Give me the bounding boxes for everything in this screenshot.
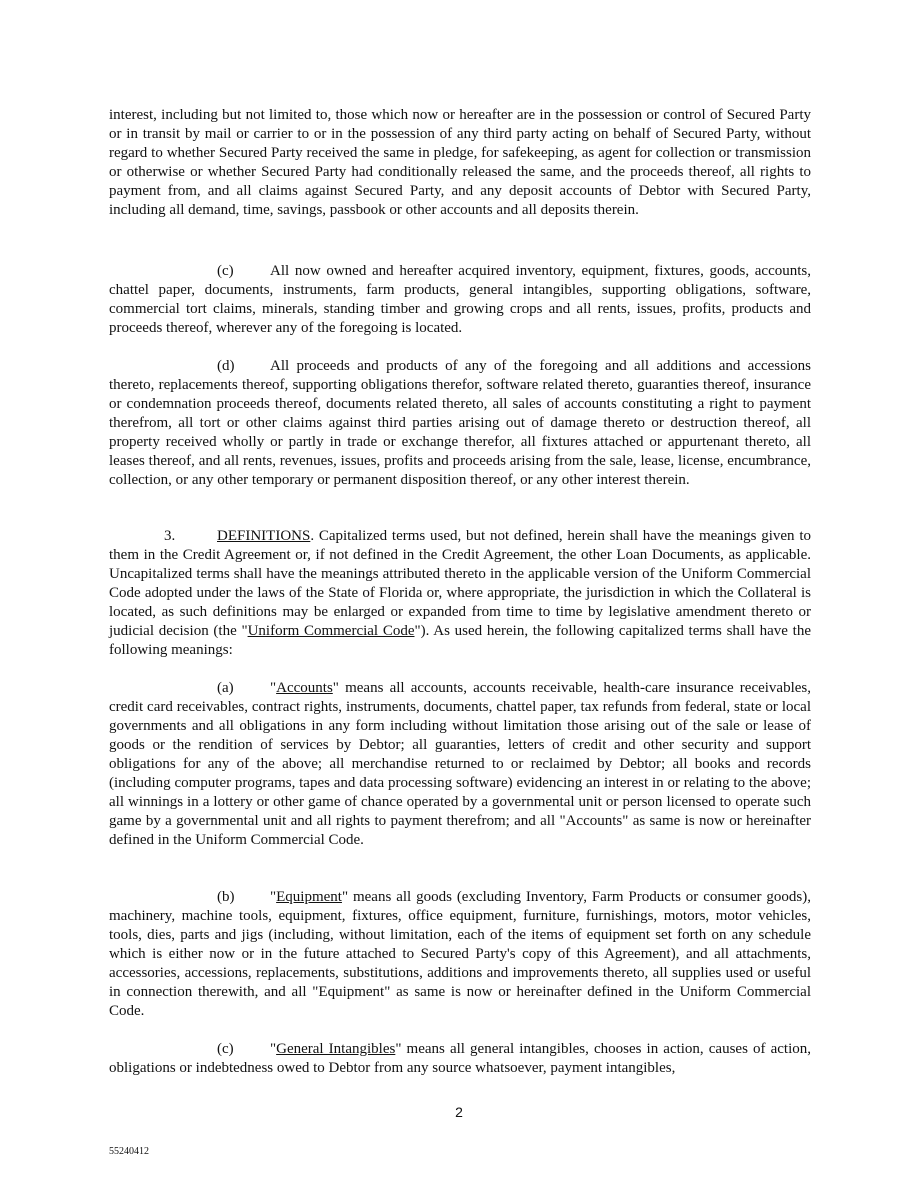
clause-label: (c) [217, 263, 234, 279]
paragraph-text: " means all accounts, accounts receivable, health-care insurance receivables, credit card receivables, contract rights, instruments, documents, chattel paper, tax refunds from federal, state or local governments and all obligations in any form including without limitation those arising out of the sale or lease of goods or the rendition of services by Debtor; all guaranties, letters of credit and other security and support obligations for any of the above; all merchandise returned to or reclaimed by Debtor; all books and records (including computer programs, tapes and data processing software) evidencing an interest in or relating to the above; all winnings in a lottery or other game of chance operated by a governmental unit or person licensed to operate such game by a governmental unit and all rights to payment therefrom; and all "Accounts" as same is now or hereinafter defined in the Uniform Commercial Code. [109, 680, 811, 848]
paragraph-collateral-c [109, 262, 811, 338]
document-id: 55240412 [109, 1146, 149, 1157]
paragraph-interest-continuation [109, 106, 811, 220]
definition-equipment: (b) "Equipment" means all goods (excluding Inventory, Farm Products or consumer goods), machinery, machine tools, equipment, fixtures, office equipment, furniture, furnishings, motors, motor vehicles, tools, dies, parts and jigs (including, without limitation, each of the items of equipment set forth on any schedule which is either now or in the future attached to Secured Party's copy of this Agreement), and all attachments, accessories, accessions, replacements, substitutions, additions and improvements thereto, all supplies used or useful in connection therewith, and all "Equipment" as same is now or hereinafter defined in the Uniform Commercial Code. [109, 889, 811, 1019]
section-3-definitions [109, 527, 811, 660]
defined-term: General Intangibles [276, 1041, 396, 1057]
definition-accounts: (a) "Accounts" means all accounts, accounts receivable, health-care insurance receivables, credit card receivables, contract rights, instruments, documents, chattel paper, tax refunds from federal, state or local governments and all obligations in any form including without limitation those arising out of the sale or lease of goods or the rendition of services by Debtor; all guaranties, letters of credit and other security and support obligations for any of the above; all merchandise returned to or reclaimed by Debtor; all books and records (including computer programs, tapes and data processing software) evidencing an interest in or relating to the above; all winnings in a lottery or other game of chance operated by a governmental unit or person licensed to operate such game by a governmental unit and all rights to payment therefrom; and all "Accounts" as same is now or hereinafter defined in the Uniform Commercial Code. [109, 680, 811, 848]
clause-label: (d) [217, 358, 235, 374]
clause-label: (c) [217, 1041, 234, 1057]
page-number: 2 [455, 1104, 463, 1120]
clause-label: (b) [217, 889, 235, 905]
paragraph-text: " means all general intangibles, chooses in action, causes of action, obligations or indebtedness owed to Debtor from any source whatsoever, payment intangibles, [109, 1041, 811, 1076]
paragraph-text: All now owned and hereafter acquired inventory, equipment, fixtures, goods, accounts, chattel paper, documents, instruments, farm products, general intangibles, supporting obligations, software, commercial tort claims, minerals, standing timber and growing crops and all rents, issues, profits, products and proceeds thereof, wherever any of the foregoing is located. [109, 263, 811, 336]
paragraph-text: interest, including but not limited to, those which now or hereafter are in the possession or control of Secured Party or in transit by mail or carrier to or in the possession of any third party acting on behalf of Secured Party, without regard to whether Secured Party received the same in pledge, for safekeeping, as agent for collection or transmission or otherwise or whether Secured Party had conditionally released the same, and the proceeds thereof, all rights to payment from, and all claims against Secured Party, and any deposit accounts of Debtor with Secured Party, including all demand, time, savings, passbook or other accounts and all deposits therein. [109, 107, 811, 218]
definition-general-intangibles: (c) "General Intangibles" means all general intangibles, chooses in action, causes of action, obligations or indebtedness owed to Debtor from any source whatsoever, payment intangibles, [109, 1041, 811, 1076]
paragraph-text: " means all goods (excluding Inventory, Farm Products or consumer goods), machinery, machine tools, equipment, fixtures, office equipment, furniture, furnishings, motors, motor vehicles, tools, dies, parts and jigs (including, without limitation, each of the items of equipment set forth on any schedule which is either now or in the future attached to Secured Party's copy of this Agreement), and all attachments, accessories, accessions, replacements, substitutions, additions and improvements thereto, all supplies used or useful in connection therewith, and all "Equipment" as same is now or hereinafter defined in the Uniform Commercial Code. [109, 889, 811, 1019]
defined-term: Accounts [276, 680, 333, 696]
section-number: 3. [164, 528, 176, 544]
defined-term: Equipment [276, 889, 342, 905]
paragraph-text: . Capitalized terms used, but not defined, herein shall have the meanings given to them in the Credit Agreement or, if not defined in the Credit Agreement, the other Loan Documents, as applicable. Uncapitalized terms shall have the meanings attributed thereto in the applicable version of the Uniform Commercial Code adopted under the laws of the State of Florida or, where appropriate, the jurisdiction in which the Collateral is located, as such definitions may be enlarged or expanded from time to time by legislative amendment thereto or judicial decision (the " [109, 528, 811, 639]
clause-label: (a) [217, 680, 234, 696]
section-heading: DEFINITIONS [217, 528, 311, 544]
paragraph-text: "). As used herein, the following capitalized terms shall have the following meanings: [109, 623, 812, 658]
paragraph-collateral-d [109, 357, 811, 490]
defined-term: Uniform Commercial Code [247, 623, 415, 639]
paragraph-text: All proceeds and products of any of the foregoing and all additions and accessions thereto, replacements thereof, supporting obligations therefor, software related thereto, guaranties thereof, insurance or condemnation proceeds thereof, documents related thereto, all sales of accounts constituting a right to payment therefrom, all tort or other claims against third parties arising out of damage thereto or destruction thereof, all property received wholly or partly in trade or exchange therefor, all fixtures attached or appurtenant thereto, all leases thereof, and all rents, revenues, issues, profits and proceeds arising from the sale, lease, license, encumbrance, collection, or any other temporary or permanent disposition thereof, or any other interest therein. [109, 358, 811, 488]
